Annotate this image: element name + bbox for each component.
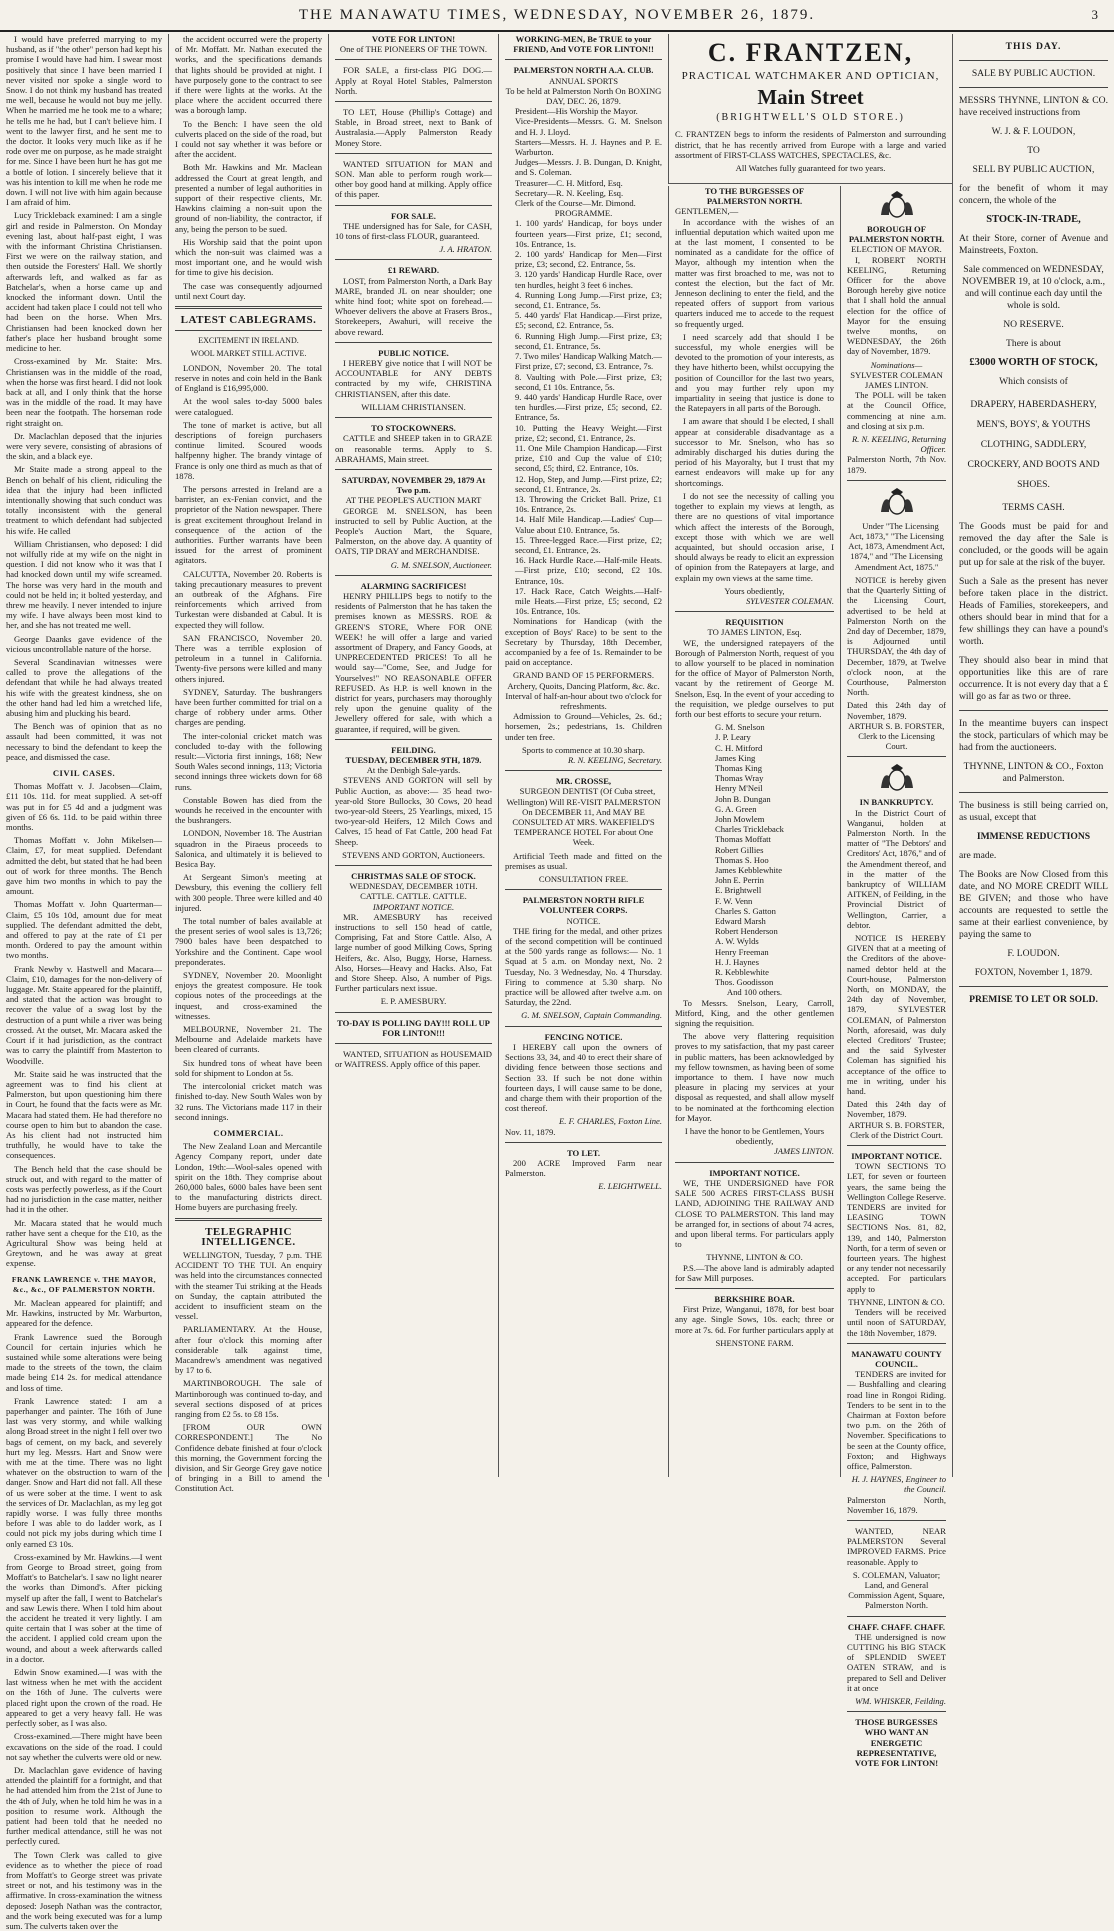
are-made: are made.: [959, 850, 997, 861]
royal-crest-icon: [873, 486, 921, 518]
land-notice-heading: IMPORTANT NOTICE.: [709, 1167, 800, 1178]
lawrence-case-heading: FRANK LAWRENCE v. THE MAYOR, &c., &c., OF PALMERSTON NORTH.: [11, 1274, 157, 1294]
signature-name: Robert Henderson: [715, 926, 778, 937]
and-others: And 100 others.: [726, 987, 783, 998]
public-notice-text: I HEREBY give notice that I will NOT be ACCOUNTABLE for ANY DEBTS contracted by my wife, CHRISTINA CHRISTIANSEN, after this date.: [335, 358, 492, 399]
meantime-text: In the meantime buyers can inspect the stock, particulars of which may be had from the auctioneers.: [959, 718, 1108, 753]
pig-dog-ad: FOR SALE, a first-class PIG DOG.—Apply at Royal Hotel Stables, Palmerston North.: [335, 65, 492, 96]
frantzen-street: Main Street: [757, 85, 864, 110]
admission-text: Admission to Ground—Vehicles, 2s. 6d.; horsemen, 2s.; pedestrians, 1s. Children under ten free.: [505, 711, 662, 742]
bankruptcy-notice: NOTICE IS HEREBY GIVEN that at a meeting of the Creditors of the above-named debtor held at the Court-house, Palmerston North, on MONDAY, the 24th day of November, 1879, SYLVESTER COLEMAN, of Palmerston North, aforesaid, was duly elected Creditors' Trustee; and the said Sylvester Coleman has signified his acceptance of the office to me in writing, under his hand.: [847, 932, 946, 1097]
cattle-heading: CATTLE. CATTLE. CATTLE.: [360, 891, 467, 902]
there-is-about: There is about: [1006, 338, 1061, 349]
annual-sports-sub: To be held at Palmerston North On BOXING DAY, DEC. 26, 1879.: [505, 85, 662, 107]
vote-linton-ad: [335, 34, 492, 54]
honor-text: I have the honor to be Gentlemen, Yours obediently,: [684, 1126, 825, 1147]
band-heading: GRAND BAND OF 15 PERFORMERS.: [512, 670, 655, 681]
foxton-date: FOXTON, November 1, 1879.: [974, 967, 1093, 978]
officer-line: Judges—Messrs. J. B. Dungan, D. Knight, and S. Coleman.: [515, 157, 662, 178]
signature-name: Charles S. Gatton: [715, 905, 776, 916]
club-officers: [505, 106, 662, 208]
nominations-text: Nominations for Handicap (with the exception of Boys' Race) to be sent to the Secretary by Thursday, 18th December, accompanied by a fee of 1s. Remainder to be paid on acceptance.: [505, 616, 662, 668]
signature-name: John B. Dungan: [715, 793, 771, 804]
officer-line: Vice-Presidents—Messrs. G. M. Snelson and H. J. Lloyd.: [515, 116, 662, 137]
premises-footer: PREMISE TO LET OR SOLD.: [969, 994, 1098, 1005]
masthead: [0, 0, 1114, 32]
wanted-situation-ad: WANTED SITUATION for MAN and SON. Man able to perform rough work—other boy good hand at milking. Apply office of this paper.: [335, 158, 492, 200]
paragraph: SAN FRANCISCO, November 20. There was a terrible explosion of petroleum in a tunnel in California. Twenty-five persons were killed and many others injured.: [175, 632, 322, 684]
paragraph: Frank Newby v. Hastwell and Macara—Claim, £10, damages for the non-delivery of luggage. Mr. Staite appeared for the plaintiff, and stated that the action was brought to recover the value of a swag lost by the destruction of a punt while a river was being crossed. At the outset, Mr. Macara asked the Court if it had jurisdiction, as the contract was to carry the plaintiff from Masterton to Woodville.: [6, 963, 162, 1066]
column-ads-1: [328, 34, 498, 1477]
programme-item: 6. Running High Jump.—First prize, £3; second, £1. Entrance, 5s.: [515, 330, 662, 351]
paragraph: CALCUTTA, November 20. Roberts is taking precautionary measures to prevent an outbreak of the Afghans. Fire reinforcements which arrived from Turkestan were disbanded at Cabul. It is expected they will follow.: [175, 568, 322, 630]
sale-by-auction-heading: SALE BY PUBLIC AUCTION.: [971, 68, 1096, 79]
signature-name: G. M. Snelson: [715, 722, 765, 733]
frantzen-guarantee: All Watches fully guaranteed for two years.: [735, 163, 886, 174]
land-sale-signature: THYNNE, LINTON & CO.: [706, 1252, 803, 1263]
civil-cases-paragraphs: [6, 781, 162, 1268]
paragraph: At Sergeant Simon's meeting at Dewsbury, this evening the colliery fell with 300 people. Three were killed and 40 injured.: [175, 872, 322, 913]
frantzen-trade: PRACTICAL WATCHMAKER AND OPTICIAN,: [681, 70, 940, 82]
requisition-to: TO JAMES LINTON, Esq.: [707, 627, 802, 638]
paragraph: Several Scandinavian witnesses were called to prove the allegations of the defendant that while he had always treated his wife with the greatest kindness, she on the other hand had led him a wretched life, abusing him and plucking his beard.: [6, 656, 162, 718]
licensing-acts: Under "The Licensing Act, 1873," "The Licensing Act, 1873, Amendment Act, 1874," and "The Licensing Amendment Act, 1875.": [848, 520, 945, 572]
programme-item: 9. 440 yards' Handicap Hurdle Race, over ten hurdles.—First prize, £5; second, £2. Entrance, 5s.: [515, 391, 662, 423]
signature-name: Henry Freeman: [715, 946, 769, 957]
coleman-letter: [675, 217, 834, 583]
paragraph: PARLIAMENTARY. At the House, after four o'clock this morning after considerable talk against time, Macandrew's amendment was negatived by 17 to 6.: [175, 1324, 322, 1376]
paragraph: SYDNEY, November 20. Moonlight enjoys the greatest composure. He took copious notes of the proceedings at the inquest, and cross-examined the witnesses.: [175, 970, 322, 1021]
alarming-sacrifices-ad: HENRY PHILLIPS begs to notify to the residents of Palmerston that he has taken the premises known as MESSRS. ROE & GREEN'S STORE, Where FOR ONE WEEK! he will offer a large and varied assortment of Drapery, and Fancy Goods, at UNPRECEDENTED PRICES! To all he would say—"Come, See, and Judge for Yourselves!" NO REASONABLE OFFER REFUSED. As H.P. is well known in the district for years, purchasers may thoroughly rely upon the genuine quality of the Jewellery offered for sale, with which a guarantee, if required, will be given.: [335, 590, 492, 734]
programme-heading: PROGRAMME.: [554, 208, 613, 219]
programme-item: 13. Throwing the Cricket Ball. Prize, £1 10s. Entrance, 2s.: [515, 493, 662, 515]
bear-in-mind: They should also bear in mind that opportunities like this are of rare occurrence. It is not every day that a £ will go as far as two or three.: [959, 655, 1108, 702]
signature-name: Thomas Moffatt: [715, 834, 771, 845]
bankruptcy-heading: IN BANKRUPTCY.: [859, 797, 934, 808]
fencing-notice-text: I HEREBY call upon the owners of Sections 33, 34, and 40 to erect their share of dividing fence between those sections and Section 33. If such be not done within fourteen days, I will cause same to be done, and charge them with their proportion of the cost thereof.: [505, 1041, 662, 1114]
programme-item: 7. Two miles' Handicap Walking Match.—First prize, £7; second, £3. Entrance, 7s.: [515, 351, 662, 372]
paragraph: Thomas Moffatt v. John Quarterman—Claim, £5 10s 10d, amount due for meat supplied. The defendant admitted the debt, and offered to pay at the rate of £1 per month. Ordered to pay the amount within two months.: [6, 899, 162, 961]
important-notice-heading: IMPORTANT NOTICE.: [372, 901, 455, 912]
working-men-ad: WORKING-MEN, Be TRUE to your FRIEND, And VOTE FOR LINTON!!: [513, 34, 654, 55]
dentist-heading: MR. CROSSE,: [555, 776, 612, 787]
signature-name: John Mowlem: [715, 813, 765, 824]
borough-heading: BOROUGH OF PALMERSTON NORTH.: [848, 224, 945, 245]
paragraph: I do not see the necessity of calling you together to explain my views at length, as there are no questions of vital importance which affect the interests of the Borough, except those with which we are well acquainted, but should occasion arise, I should always be ready to elicit an expression of opinion from the Ratepayers at large, and explain my own views at the same time.: [675, 490, 834, 583]
feilding-heading: FEILDING.: [391, 744, 436, 755]
paragraph: [FROM OUR OWN CORRESPONDENT.] The No Confidence debate finished at four o'clock this morning, the Government forcing the division, and Sir George Grey gave notice of bringing in a Bill to amend the Constitution Act.: [175, 1422, 322, 1494]
signature-name: A. W. Wylds: [715, 936, 759, 947]
paragraph: MELBOURNE, November 21. The Melbourne and Adelaide markets have been cleared of currants.: [175, 1024, 322, 1055]
auction-intro: MESSRS THYNNE, LINTON & CO. have received instructions from: [959, 95, 1108, 118]
licensing-signature: ARTHUR S. B. FORSTER, Clerk to the Licensing Court.: [848, 720, 945, 752]
stock-in-trade-heading: STOCK-IN-TRADE,: [986, 214, 1081, 225]
paragraph: The intercolonial cricket match was finished to-day. New South Wales won by 32 runs. The Victorians made 117 in their second innings.: [175, 1081, 322, 1122]
county-council-date: Palmerston North, November 16, 1879.: [847, 1494, 946, 1515]
paragraph: Mr Staite made a strong appeal to the Bench on behalf of his client, ridiculing the idea that the injury had been inflicted intentionally showing that such conduct was totally inconsistent with the general treatment to which defendant had subjected his wife. He called: [6, 464, 162, 536]
officer-line: President—His Worship the Mayor.: [515, 106, 638, 117]
athletic-club-heading: PALMERSTON NORTH A.A. CLUB.: [513, 65, 654, 76]
feilding-date: TUESDAY, DECEMBER 9TH, 1879.: [345, 754, 482, 765]
paragraph: Mr. Staite said he was instructed that the agreement was to find his client at Palmerston, but upon questioning him there in Court, he found that the facts were as Mr. Macara had stated them. He had therefore no course open to him but to abandon the case. As his client had not instructed him truthfully, he would have to take the consequences.: [6, 1068, 162, 1161]
public-notice-signature: WILLIAM CHRISTIANSEN.: [361, 401, 466, 412]
nominee-coleman: SYLVESTER COLEMAN: [850, 369, 943, 380]
paragraph: Dr. Maclachlan deposed that the injuries were very severe, consisting of abrasions of the skin, and a black eye.: [6, 430, 162, 462]
paragraph: LONDON, November 18. The Austrian squadron in the Piraeus proceeds to Salonica, and ultimately it is believed to Besica Bay.: [175, 828, 322, 870]
wanted-farms-signature: S. COLEMAN, Valuator; Land, and General Commission Agent, Square, Palmerston North.: [848, 1569, 945, 1611]
programme-item: 3. 120 yards' Handicap Hurdle Race, over ten hurdles, height 3 feet 6 inches.: [515, 269, 662, 290]
requisition-heading: REQUISITION: [725, 617, 784, 628]
signature-name: Henry M'Neil: [715, 783, 763, 794]
coleman-signature: SYLVESTER COLEMAN.: [745, 595, 834, 606]
county-council-heading: MANAWATU COUNTY COUNCIL.: [851, 1348, 942, 1369]
paragraph: Dr. Maclachlan gave evidence of having attended the plaintiff for a fortnight, and that he had attended him from the 21st of June to the 4th of July, when he told him he was in a position to resume work. Although the patient had been told that he needed no further medical attendance, still he was not perfectly cured.: [6, 1764, 162, 1847]
signature-name: James Kebblewhite: [715, 865, 783, 875]
column-court-report: [0, 34, 168, 1931]
rifle-notice-heading: NOTICE.: [566, 915, 601, 926]
fencing-date: Nov. 11, 1879.: [505, 1126, 556, 1137]
which-consists: Which consists of: [999, 376, 1068, 387]
to-let-signature: E. LEIGHTWELL.: [598, 1181, 662, 1192]
reply-text: The above very flattering requisition proves to my satisfaction, that my past career in public matters, has been acknowledged by my fellow townsmen, as having been of some importance to them. I have now much pleasure in placing my services at your disposal as requested, and shall allow myself to be nominated at the forthcoming election for Mayor.: [675, 1031, 834, 1123]
paragraph: the accident occurred were the property of Mr. Moffatt. Mr. Nathan executed the works, and the specifications demands that lights should be provided at night. I have purposely gone to the contract to see if there were lights at the works. At the place where the accident occurred there was a borough lamp.: [175, 34, 322, 116]
election-text: I, ROBERT NORTH KEELING, Returning Officer for the above Borough hereby give notice that I shall hold the annual election for the office of Mayor for the ensuing twelve months, on WEDNESDAY, the 26th day of November, 1879.: [847, 254, 946, 357]
paragraph: I am aware that should I be elected, I shall appear at considerable disadvantage as a successor to Mr. Snelson, who has so admirably discharged his duties during the period of his Mayoralty, but I trust that my earnest endeavors will make up for any shortcomings.: [675, 416, 834, 488]
terms-cash: TERMS CASH.: [1002, 502, 1065, 513]
paragraph: The tone of market is active, but all descriptions of foreign purchasers continue limited. Scoured woods halfpenny higher. The brandy vintage of France is only one third as much as that of 1878.: [175, 419, 322, 481]
vote-linton-title: VOTE FOR LINTON!: [371, 34, 456, 44]
signature-name: G. A. Green: [715, 803, 757, 814]
signature-name: C. H. Mitford: [715, 742, 763, 753]
signature-name: E. Brightwell: [715, 885, 762, 896]
chaff-ad: THE undersigned is now CUTTING his BIG STACK of SPLENDID SWEET OATEN STRAW, and is prepared to Sell and Deliver it at once: [847, 1631, 946, 1693]
sell-by-auction: SELL BY PUBLIC AUCTION,: [972, 164, 1095, 175]
paragraph: MARTINBOROUGH. The sale of Martinborough was continued to-day, and several sections disposed of at prices ranging from £2 5s. to £8 15s.: [175, 1378, 322, 1419]
column-ads-2: [498, 34, 668, 1477]
burgesses-vote-ad: THOSE BURGESSES WHO WANT AN ENERGETIC REPRESENTATIVE, VOTE FOR LINTON!: [854, 1717, 939, 1769]
paragraph: Thomas Moffatt v. John Mikelsen—Claim, £7, for meat supplied. Defendant admitted the debt, but stated that he had been out of work for three months. The Bench gave him two months in which to pay the amount.: [6, 835, 162, 897]
bankruptcy-signature: ARTHUR S. B. FORSTER, Clerk of the District Court.: [848, 1119, 945, 1140]
chaff-signature: WM. WHISKER, Feilding.: [855, 1696, 946, 1706]
paragraph: The inter-colonial cricket match was concluded to-day with the following result:—Victoria first innings, 168; New South Wales second innings, 113; Victoria second innings three wickets down for 68 runs.: [175, 730, 322, 792]
paragraph: Frank Lawrence stated: I am a paperhanger and painter. The 16th of June last was very stormy, and while walking along Broad street in the night I fell over two bags of cement, on my back, and severely hurt my leg. Messrs. Hart and Snow were with me at the time. There was no light whatever on the obstruction to warn of the danger. Snow and Hart did not fall. All these of us were sober at the time. I went to ask the services of Dr. Maclachlan, as my leg got rapidly worse. I was fully three months before I was able to do ladder work, as I could not pick my jobs during which time I only earned £3 10s.: [6, 1395, 162, 1549]
newspaper-title: THE MANAWATU TIMES, WEDNESDAY, NOVEMBER 26, 1879.: [298, 7, 816, 23]
auction-mart-heading: AT THE PEOPLE'S AUCTION MART: [345, 495, 482, 506]
programme-item: 12. Hop, Step, and Jump.—First prize, £2; second, £1. Entrance, 2s.: [515, 473, 662, 494]
reward-heading: £1 REWARD.: [387, 265, 440, 276]
lawrence-case-paragraphs: [6, 1298, 162, 1931]
royal-crest-icon: [873, 189, 921, 221]
christmas-sale-heading: CHRISTMAS SALE OF STOCK.: [351, 871, 476, 882]
paragraph: LONDON, November 20. The total reserve in notes and coin held in the Bank of England is £16,995,000.: [175, 362, 322, 394]
fencing-signature: E. F. CHARLES, Foxton Line.: [559, 1116, 662, 1127]
sale-commenced: Sale commenced on WEDNESDAY, NOVEMBER 19, at 10 o'clock, a.m., and will continue each day until the whole is sold.: [962, 264, 1105, 311]
column-notices: [840, 186, 952, 1769]
programme-item: 10. Putting the Heavy Weight.—First prize, £2; second, £1. Entrance, 2s.: [515, 422, 662, 443]
paragraph: The Town Clerk was called to give evidence as to whether the piece of road from Moffatt's to George street was private street or not, and his testimony was in the affirmative. In cross-examination the witness deposed: Joseph Nathan was the contractor, and the work being executed was for a lump sum. The culverts taken over the: [6, 1849, 162, 1931]
to-label: TO: [1027, 145, 1040, 156]
paragraph: SYDNEY, Saturday. The bushrangers have been further committed for trial on a charge of robbery under arms. Other charges are pending.: [175, 686, 322, 728]
alarming-sacrifices-heading: ALARMING SACRIFICES!: [360, 580, 467, 591]
paragraph: Thomas Moffatt v. J. Jacobsen—Claim, £11 10s. 11d. for meat supplied. A set-off was put in for £5 4d and a judgment was given of £6 6s. 11d. to be paid within three months.: [6, 781, 162, 833]
town-sections-tenders: Tenders will be received until noon of SATURDAY, the 18th November, 1879.: [847, 1307, 946, 1338]
rifle-signature: G. M. SNELSON, Captain Commanding.: [521, 1010, 662, 1021]
paragraph: George Daanks gave evidence of the vicious uncontrollable nature of the horse.: [6, 633, 162, 654]
telegraphic-paragraphs: [175, 1250, 322, 1494]
bankruptcy-date: Dated this 24th day of November, 1879.: [847, 1099, 946, 1120]
county-council-text: TENDERS are invited for— Bushfalling and clearing road line in Rongoi Riding. Tenders to be sent in to the Chairman at Foxton before two p.m. on the 26th of November. Specifications to be seen at the County office, Foxton; and Highways office, Palmerston.: [847, 1369, 946, 1471]
signature-name: John E. Perrin: [715, 875, 764, 886]
boar-signature: SHENSTONE FARM.: [715, 1337, 794, 1348]
paragraph: I need scarcely add that should I be successful, my whole energies will be devoted to the promotion of your interests, as they have hitherto been, whilst occupying the position of Councillor for the last two years, and you may further rely upon my impartiality in seeing that justice is done to the Ratepayers in all parts of the Borough.: [675, 331, 834, 414]
signature-name: J. P. Leary: [715, 732, 751, 743]
rifle-corps-heading: PALMERSTON NORTH RIFLE VOLUNTEER CORPS.: [522, 895, 645, 916]
cablegrams-heading: LATEST CABLEGRAMS.: [180, 314, 317, 327]
officer-line: Secretary—R. N. Keeling, Esq.: [515, 187, 624, 198]
paragraph: Constable Bowen has died from the wounds he received in the encounter with the bushrangers.: [175, 794, 322, 826]
books-closed: The Books are Now Closed from this date, and NO MORE CREDIT WILL BE GIVEN; and those who have accounts are requested to settle the same at their earliest convenience, by paying the same to: [959, 869, 1108, 940]
signature-name: James King: [715, 752, 756, 763]
loudon-name: W. J. & F. LOUDON,: [991, 126, 1076, 137]
paragraph: Mr. Maclean appeared for plaintiff; and Mr. Hawkins, instructed by Mr. Warburton, appeared for the defence.: [6, 1297, 162, 1329]
frantzen-ad: [668, 34, 952, 184]
requisition-signatures: [675, 722, 834, 987]
housemaid-ad: WANTED, SITUATION as HOUSEMAID or WAITRESS. Apply office of this paper.: [335, 1049, 492, 1070]
bankruptcy-text: In the District Court of Wanganui, holden at Palmerston North. In the matter of "The Debtors' and Creditors' Act, 1876," and of the Amendment thereof, and in the matter of the bankruptcy of WILLIAM AITKEN, of Feilding, in the Provincial District of Wellington, Carrier, a debtor.: [847, 807, 946, 930]
signature-name: Edward Marsh: [715, 916, 766, 927]
signature-name: Thomas S. Hoo: [715, 854, 769, 865]
paragraph: To the Bench: I have seen the old culverts placed on the side of the road, but I could not say whether it was before or after the accident.: [175, 118, 322, 160]
county-council-signature: H. J. HAYNES, Engineer to the Council.: [851, 1474, 946, 1495]
signature-name: Charles Trickleback: [715, 824, 784, 835]
annual-sports-heading: ANNUAL SPORTS: [548, 75, 619, 86]
town-sections-heading: IMPORTANT NOTICE.: [851, 1151, 942, 1162]
nominations-label: Nominations—: [870, 359, 923, 370]
signature-name: Thomas Wray: [715, 773, 764, 784]
signature-name: Robert Gillies: [715, 844, 764, 855]
programme-item: 16. Hack Hurdle Race.—Half-mile Heats.—First prize, £10; second, £2 10s. Entrance, 10s.: [515, 555, 662, 586]
programme-list: [505, 218, 662, 616]
court-report-paragraphs: [6, 34, 162, 762]
licensing-notice: NOTICE is hereby given that the Quarterly Sitting of the Licensing Court, advertised to be held at Palmerston North on the 2nd day of December, 1879, is Adjourned until THURSDAY, the 4th day of December, 1879, at Twelve o'clock noon, at the Courthouse, Palmerston North.: [847, 574, 946, 698]
election-heading: ELECTION OF MAYOR.: [851, 244, 942, 255]
amesbury-ad: MR. AMESBURY has received instructions to sell 150 head of cattle, Comprising, Fat and Store Cattle. Also, A large number of good Milking Cows, Spring Heifers, &c. Also, Buggy, Horse, Harness. Also, Horses—Heavy and Hacks. Also, Fat and Store Sheep. Also, A number of Pigs. Further particulars next issue.: [335, 911, 492, 994]
licensing-date: Dated this 24th day of November, 1879.: [847, 700, 946, 721]
column-election: [668, 186, 840, 1477]
f-loudon-signature: F. LOUDON.: [1007, 948, 1060, 959]
poll-text: The POLL will be taken at the Council Office, commencing at nine a.m. and closing at six p.m.: [847, 390, 946, 431]
auction-mart-signature: G. M. SNELSON, Auctioneer.: [390, 559, 492, 570]
programme-item: 5. 440 yards' Flat Handicap.—First prize, £5; second, £2. Entrance, 5s.: [515, 310, 662, 331]
paragraph: Mr. Macara stated that he would much rather have sent a cheque for the £10, as the Agricultural Show was being held at Greytown, and he was away at great expense.: [6, 1217, 162, 1269]
paragraph: WELLINGTON, Tuesday, 7 p.m. THE ACCIDENT TO THE TUI. An enquiry was held into the circumstances connected with the steamer Tui striking at the Heads on Sunday, the captain attributed the accident to insufficient steam on the vessel.: [175, 1249, 322, 1322]
royal-crest-icon: [873, 762, 921, 794]
officer-line: Clerk of the Course—Mr. Dimond.: [515, 198, 636, 209]
paragraph: William Christiansen, who deposed: I did not wilfully ride at my wife on the night in question. I did not know who it was that I had knocked down until my wife screamed. The horse was very hard in the mouth and could not be held in; it bolted yesterday, and threw me heavily. I never intended to injure my wife. I have always been most kind to her, and she has not treated me well.: [6, 538, 162, 631]
no-reserve: NO RESERVE.: [1003, 319, 1064, 330]
poll-signature: R. N. KEELING, Returning Officer.: [851, 434, 946, 455]
for-sale-heading: FOR SALE.: [391, 210, 436, 221]
reward-ad: LOST, from Palmerston North, a Dark Bay MARE, branded JL on near shoulder; one white hind foot; white spot on forehead.—Whoever delivers the above at Frasers Bros., Storekeepers, Awahuri, will receive the above reward.: [335, 275, 492, 337]
civil-cases-heading: CIVIL CASES.: [52, 768, 116, 779]
commercial-text: The New Zealand Loan and Mercantile Agency Company report, under date London, 19th:—Wool-sales opened with spirit on the 18th. They comprise about 260,000 bales, 6000 bales have been sent to the manufacturing districts direct. Home buyers are purchasing freely.: [175, 1141, 322, 1213]
paragraph: Frank Lawrence sued the Borough Council for certain injuries which he sustained while some alterations were being made to the streets of the town, the claim made being £14 2s. for medical attendance and loss of time.: [6, 1331, 162, 1393]
officer-line: Starters—Messrs. H. J. Haynes and P. E. Warburton.: [515, 136, 662, 158]
programme-item: 15. Three-legged Race.—First prize, £2; second, £1. Entrance, 2s.: [515, 534, 662, 555]
commercial-heading: COMMERCIAL.: [213, 1127, 284, 1138]
consultation-free: CONSULTATION FREE.: [538, 874, 629, 885]
signature-name: Thos. Goodisson: [715, 977, 774, 988]
land-sale-ps: P.S.—The above land is admirably adapted for Saw Mill purposes.: [675, 1262, 834, 1283]
programme-item: 8. Vaulting with Pole.—First prize, £3; second, £1 10s. Entrance, 5s.: [515, 371, 662, 392]
chaff-heading: CHAFF. CHAFF. CHAFF.: [847, 1621, 946, 1632]
telegraphic-heading: TELEGRAPHIC INTELLIGENCE.: [201, 1225, 296, 1248]
dentist-ad: SURGEON DENTIST (Of Cuba street, Wellington) Will RE-VISIT PALMERSTON On DECEMBER 11, And MAY BE CONSULTED AT MRS. WAKEFIELD'S TEMPERANCE HOTEL For about One Week.: [506, 786, 661, 848]
house-to-let-ad: TO LET, House (Phillip's Cottage) and Stable, in Broad street, next to Bank of Australasia.—Apply Palmerston Ready Money Store.: [335, 107, 492, 148]
games-text: Archery, Quoits, Dancing Platform, &c. &c.: [507, 680, 660, 691]
rare-chance: Such a Sale as the present has never before taken place in the district. Heads of Families, storekeepers, and others should bear in mind that for a few shillings they can have a pound's worth.: [959, 576, 1108, 647]
paragraph: His Worship said that the point upon which the non-suit was claimed was a most important one, and he would wish for time to give his decision.: [175, 236, 322, 278]
paragraph: Six hundred tons of wheat have been sold for shipment to London at 5s.: [175, 1057, 322, 1078]
amesbury-signature: E. P. AMESBURY.: [380, 996, 447, 1007]
frantzen-name: C. FRANTZEN,: [707, 38, 914, 67]
stock-value: £3000 WORTH OF STOCK,: [969, 357, 1098, 368]
paragraph: The total number of bales available at the present series of wool sales is 13,726; 7900 bales have been despatched to Yorkshire and the Continent. Cape wool preponderates.: [175, 916, 322, 967]
sports-time: Sports to commence at 10.30 sharp.: [522, 744, 645, 755]
stockowners-ad: CATTLE and SHEEP taken in to GRAZE on reasonable terms. Apply to S. ABRAHAMS, Main street.: [335, 433, 492, 464]
officer-line: Treasurer—C. H. Mitford, Esq.: [515, 177, 623, 188]
nominee-linton: JAMES LINTON.: [864, 380, 929, 391]
requisition-text: WE, the undersigned ratepayers of the Borough of Palmerston North, request of you to allow yourself to be placed in nomination for the office of Mayor of Palmerston North, vacant by the retirement of George M. Snelson, Esq. In the event of your acceding to the requisition, we pledge ourselves to put forth our best efforts to secure your return.: [675, 637, 834, 719]
paragraph: Cross-examined by Mr. Hawkins.—I went from George to Broad street, going from Moffatt's to Batchelar's. I saw no light nearer the works than Dimond's. After picking myself up after the fall, I went to Batchelar's and saw Lewis there. When I told him about the accident he treated it very lightly. I am quite certain that I was sober at the time of the accident. I applied cold cream upon the wound, and about a week afterwards called in a doctor.: [6, 1551, 162, 1664]
wanted-farms-ad: WANTED, NEAR PALMERSTON Several IMPROVED FARMS. Price reasonable. Apply to: [847, 1525, 946, 1567]
stevens-gorton-signature: STEVENS AND GORTON, Auctioneers.: [342, 849, 485, 860]
boar-ad: First Prize, Wanganui, 1878, for best boar any age. Single Sows, 10s. each; three or more at 7s. 6d. For further particulars apply at: [675, 1304, 834, 1335]
boar-heading: BERKSHIRE BOAR.: [714, 1293, 795, 1304]
gentlemen-salutation: GENTLEMEN,—: [675, 206, 739, 217]
town-sections-ad: TOWN SECTIONS TO LET, for seven or fourteen years, the same being the Wellington College Reserve. TENDERS are invited for LEASING TOWN SECTIONS Nos. 81, 82, 139, and 140, Palmerston North, for a term of seven or fourteen years. The highest or any tender not necessarily accepted. For particulars apply to: [847, 1161, 946, 1294]
to-let-ad: 200 ACRE Improved Farm near Palmerston.: [505, 1157, 662, 1179]
fencing-notice-heading: FENCING NOTICE.: [544, 1031, 623, 1042]
polling-day-ad: TO-DAY IS POLLING DAY!!! ROLL UP FOR LINTON!!!: [337, 1017, 490, 1038]
stevens-gorton-ad: STEVENS AND GORTON will sell by Public Auction, as above:— 35 head two-year-old Store Bullocks, 30 Cows, 20 head two-year-old Steers, 25 Yearlings, mixed, 15 two-year-old Heifers, 12 Milch Cows and Calves, 15 head of Fat Cattle, 200 head Fat Sheep.: [335, 775, 492, 847]
benefit-text: for the benefit of whom it may concern, the whole of the: [959, 183, 1108, 206]
auction-date-heading: SATURDAY, NOVEMBER 29, 1879 At Two p.m.: [341, 474, 486, 496]
paragraph: Edwin Snow examined.—I was with the last witness when he met with the accident on the 16th of June. The culverts were placed right upon the crown of the road. He appeared to get a very heavy fall. He was perfectly sober, as I was also.: [6, 1667, 162, 1729]
auctioneers-signature: THYNNE, LINTON & CO., Foxton and Palmerston.: [963, 761, 1104, 784]
payment-terms: The Goods must be paid for and removed the day after the Sale is concluded, or the goods will be again put up for sale at the risk of the buyer.: [959, 521, 1108, 568]
store-location: At their Store, corner of Avenue and Mainstreets, Foxton.: [959, 233, 1108, 256]
immense-reductions: IMMENSE REDUCTIONS: [976, 831, 1091, 842]
paragraph: At the wool sales to-day 5000 bales were catalogued.: [175, 396, 322, 417]
signature-name: F. W. Venn: [715, 895, 753, 906]
public-notice-heading: PUBLIC NOTICE.: [378, 347, 449, 358]
paragraph: In accordance with the wishes of an influential deputation which waited upon me at the last moment, I consented to be nominated as a candidate for the office of Mayor, although my intention when the matter was first broached to me, was not to contest the election, but the fact of Mr. Jenneson declining to enter the field, and the repeated offers of support from various quarters induced me to accede to the request so frequently urged.: [675, 216, 834, 329]
stockowners-heading: TO STOCKOWNERS.: [371, 423, 456, 434]
burgesses-heading: TO THE BURGESSES OF PALMERSTON NORTH.: [704, 186, 805, 207]
paragraph: The persons arrested in Ireland are a barrister, an ex-Fenian convict, and the proprietor of the Nation newspaper. There is great excitement throughout Ireland in consequence of the action of the authorities. Further warrants have been issued for the arrest of prominent agitators.: [175, 483, 322, 566]
town-sections-signature: THYNNE, LINTON & CO.: [848, 1296, 945, 1307]
column-auction: [952, 34, 1114, 1477]
cablegram-paragraphs: [175, 363, 322, 1122]
cablegrams-subheading-2: WOOL MARKET STILL ACTIVE.: [190, 349, 307, 359]
land-sale-ad: WE, THE UNDERSIGNED have FOR SALE 500 ACRES FIRST-CLASS BUSH LAND, ADJOINING THE RAILWAY AND CLOSE TO PALMERSTON. This land may be arranged for, in sections of about 74 acres, and upon liberal terms. For particulars apply to: [675, 1177, 834, 1250]
programme-item: 2. 100 yards' Handicap for Men—First prize, £3; second, £2. Entrance, 5s.: [515, 249, 662, 270]
signature-name: Thomas King: [715, 762, 763, 773]
paragraph: Cross-examined by Mr. Staite: Mrs. Christiansen was in the middle of the road, when the horse was first heard. I did not look back at all, and I only think that the horse was in the middle of the road. It may have been near the footpath. The horseman rode right straight on.: [6, 356, 162, 428]
feilding-sale-yards: At the Denbigh Sale-yards.: [366, 765, 461, 776]
linton-signature: JAMES LINTON.: [773, 1146, 834, 1157]
goods-list: DRAPERY, HABERDASHERY, MEN'S, BOYS', & YOUTHS CLOTHING, SADDLERY, CROCKERY, AND BOOTS AND SHOES.: [967, 399, 1100, 490]
programme-item: 1. 100 yards' Handicap, for boys under fourteen years—First prize, £1; second, 10s. Entrance, 1s.: [515, 218, 662, 249]
column-news: [168, 34, 328, 1494]
paragraph: Cross-examined.—There might have been excavations on the side of the road. I could not say whether the culverts were old or new.: [6, 1731, 162, 1762]
yours-obediently: Yours obediently,: [724, 585, 785, 596]
rifle-notice-text: THE firing for the medal, and other prizes of the second competition will be continued at the 500 yards range as follows:— No. 1 Squad at 5 a.m. on Monday next, No. 2 Tuesday, No. 3 Wednesday, No. 4 Thursday. Firing to commence at 5.30 sharp. No practice will be allowed after twelve a.m. on Saturday, the 22nd.: [505, 925, 662, 1008]
reply-address: To Messrs. Snelson, Leary, Carroll, Mitford, King, and the other gentlemen signing the requisition.: [675, 997, 834, 1029]
dentist-teeth: Artificial Teeth made and fitted on the premises as usual.: [505, 850, 662, 871]
cablegrams-subheading: EXCITEMENT IN IRELAND.: [198, 336, 299, 346]
signature-name: R. Kebblewhite: [715, 967, 769, 978]
business-carried-on: The business is still being carried on, as usual, except that: [959, 800, 1108, 823]
interval-text: Interval of half-an-hour about two o'clock for refreshments.: [505, 690, 662, 711]
programme-item: 4. Running Long Jump.—First prize, £3; second, £1. Entrance, 5s.: [515, 289, 662, 311]
auction-mart-ad: GEORGE M. SNELSON, has been instructed to sell by Public Auction, at the People's Auction Mart, the Square, Palmerston, on the above day. A quantity of OATS, TIP DRAY and MERCHANDISE.: [335, 505, 492, 557]
to-let-heading: TO LET.: [566, 1147, 601, 1158]
flour-ad: THE undersigned has for Sale, for CASH, 10 tons of first-class FLOUR, guaranteed.: [335, 220, 492, 242]
paragraph: Both Mr. Hawkins and Mr. Maclean addressed the Court at great length, and presented a number of legal authorities in support of their respective clients, Mr. Hawkins claiming a non-suit upon the ground of non-liability, the contractor, if any, being the person to be sued.: [175, 162, 322, 234]
christmas-sale-date: WEDNESDAY, DECEMBER 10TH.: [349, 881, 478, 892]
sports-signature: R. N. KEELING, Secretary.: [568, 755, 662, 766]
vote-linton-sub: One of THE PIONEERS OF THE TOWN.: [339, 44, 488, 55]
page-number: 3: [1091, 7, 1100, 22]
paragraph: Lucy Trickleback examined: I am a single girl and reside in Palmerston. On Monday evening last, about half-past eight, I was with the informant Christina Christiansen. First we were on the railway station, and then outside the Foresters' Hall. We shortly afterwards left, and walked as far as Batchelar's, when a horse came up and knocked the informant down. Until the accident had taken place I could not tell who had been on the horse. When Mrs. Christiansen had been knocked down her father's place her husband brought some medicine to her.: [6, 210, 162, 354]
signature-name: H. J. Haynes: [715, 956, 759, 967]
paragraph: The Bench held that the case should be struck out, and with regard to the matter of costs was perfectly powerless, as if the Court had no jurisdiction in the case matter, neither had it in the other.: [6, 1163, 162, 1215]
frantzen-store: (BRIGHTWELL'S OLD STORE.): [716, 112, 905, 124]
court-report-continued: [175, 34, 322, 301]
flour-signature: J. A. HRATON.: [439, 244, 492, 255]
this-day-heading: THIS DAY.: [1005, 41, 1062, 52]
programme-item: 14. Half Mile Handicap.—Ladies' Cup—Value about £10. Entrance, 5s.: [515, 514, 662, 535]
programme-item: 17. Hack Race, Catch Weights.—Half-mile Heats.—First prize, £5; second, £2 10s. Entrance, 10s.: [515, 585, 662, 617]
paragraph: The Bench was of opinion that as no assault had been committed, it was not necessary to bind the defendant to keep the peace, and dismissed the case.: [6, 721, 162, 762]
frantzen-body: C. FRANTZEN begs to inform the residents of Palmerston and surrounding district, that he has recently arrived from Europe with a large and varied assortment of FIRST-CLASS WATCHES, SPECTACLES, &c.: [675, 129, 946, 160]
paragraph: The case was consequently adjourned until next Court day.: [175, 280, 322, 301]
paragraph: I would have preferred marrying to my husband, as if "the other" person had kept his promise I would have had him. I swear most positively that since I have been married I never visited nor spoke a single word to Snow. I do not think my husband has treated me well, because he would not buy me jelly. When he married me he took me to a whare; he tells me he had, but I can't believe him. I went to the lawyer first, and he sent me to the doctor. It looks very much like as if he rode over me on purpose, as he made straight for me. Since I have been hurt he has got me a bottle of lotion. I sincerely believe that it was his intention to kill me when he rode me down. I will not live with him again because I am afraid of him.: [6, 34, 162, 208]
poll-date: Palmerston North, 7th Nov. 1879.: [847, 454, 946, 475]
programme-item: 11. One Mile Champion Handicap.—First prize, £10 and Cup the value of £10; second, £5; third, £2. Entrance, 10s.: [515, 442, 662, 474]
